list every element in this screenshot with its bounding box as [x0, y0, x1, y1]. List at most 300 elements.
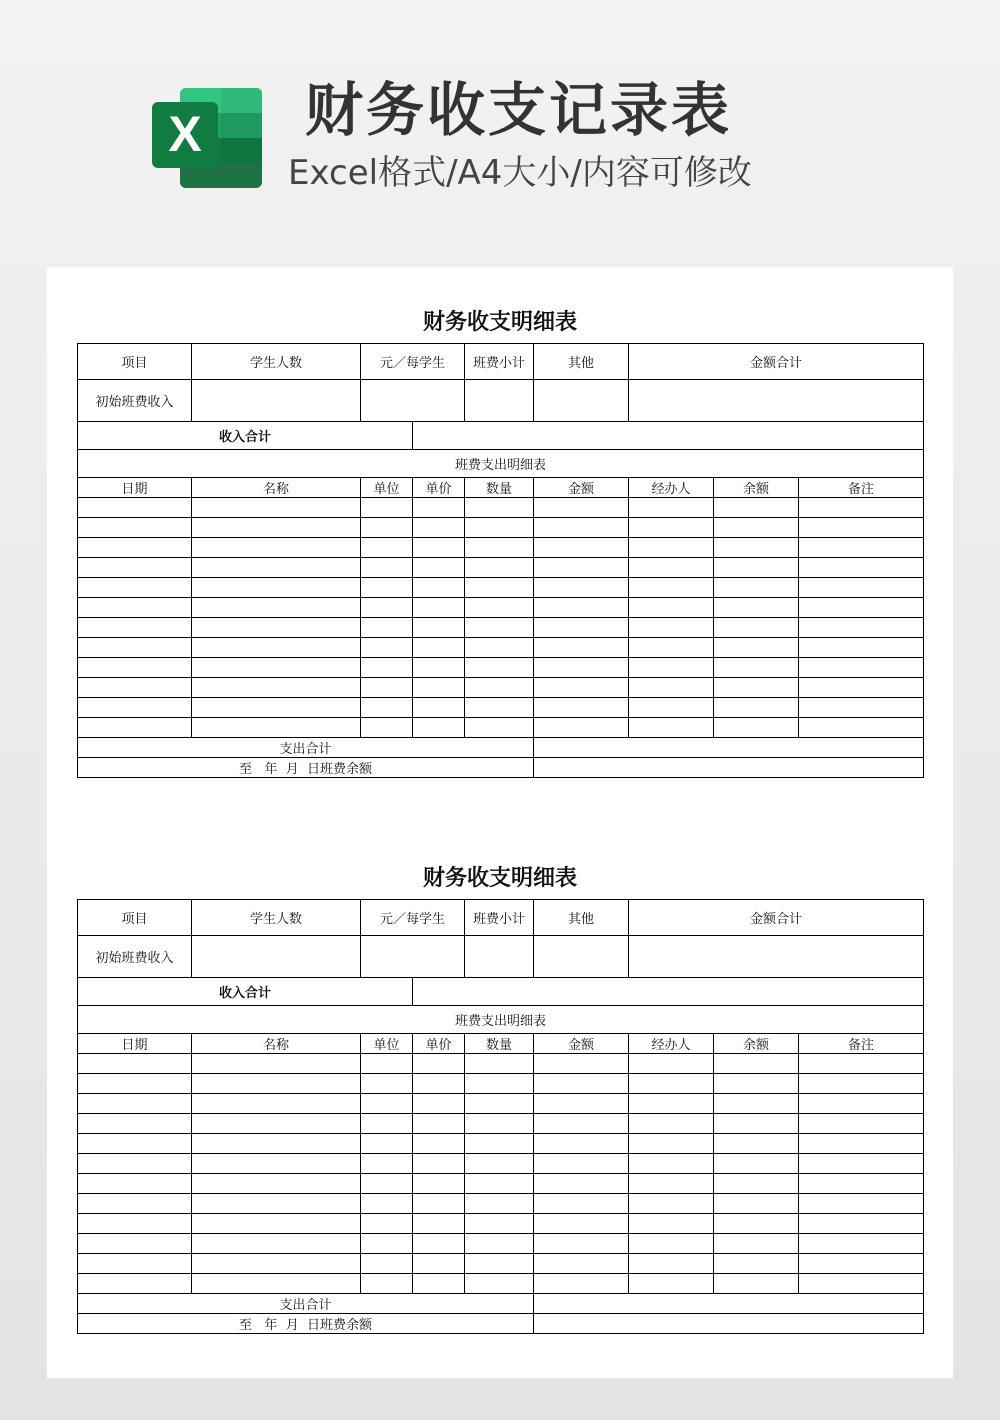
table-cell[interactable] — [534, 698, 629, 718]
expense-header-cell: 日期 — [78, 478, 192, 498]
table-cell[interactable] — [534, 598, 629, 618]
table-cell[interactable] — [465, 518, 534, 538]
table-cell[interactable] — [465, 498, 534, 518]
table-cell[interactable] — [534, 1094, 629, 1114]
table-cell[interactable] — [714, 638, 799, 658]
table-cell[interactable] — [192, 518, 361, 538]
table-cell[interactable] — [714, 1214, 799, 1234]
table-cell[interactable] — [465, 1154, 534, 1174]
table-cell[interactable] — [534, 936, 629, 978]
table-cell[interactable] — [361, 1154, 413, 1174]
page-subtitle: Excel格式/A4大小/内容可修改 — [288, 153, 752, 193]
table-cell[interactable] — [192, 1074, 361, 1094]
table-cell[interactable] — [799, 698, 924, 718]
table-cell[interactable] — [192, 638, 361, 658]
table-cell[interactable] — [799, 1194, 924, 1214]
table-cell[interactable] — [413, 1094, 465, 1114]
table-cell[interactable] — [78, 658, 192, 678]
table-row — [78, 1054, 924, 1074]
table-cell[interactable] — [714, 1094, 799, 1114]
table-cell[interactable] — [629, 718, 714, 738]
table-cell[interactable] — [78, 1134, 192, 1154]
table-cell[interactable] — [413, 518, 465, 538]
table-cell[interactable] — [714, 538, 799, 558]
table-cell[interactable] — [413, 1054, 465, 1074]
ledger-sheet — [77, 303, 923, 778]
table-cell[interactable] — [799, 1154, 924, 1174]
table-cell[interactable] — [413, 1194, 465, 1214]
table-row — [78, 618, 924, 638]
expense-total-value[interactable] — [534, 1294, 924, 1314]
table-row — [78, 658, 924, 678]
table-cell[interactable] — [413, 578, 465, 598]
table-cell[interactable] — [714, 718, 799, 738]
table-cell[interactable] — [629, 1174, 714, 1194]
table-cell[interactable] — [799, 518, 924, 538]
table-cell[interactable] — [192, 1194, 361, 1214]
table-cell[interactable] — [78, 1114, 192, 1134]
table-row — [78, 598, 924, 618]
table-cell[interactable] — [714, 1054, 799, 1074]
table-cell[interactable] — [534, 518, 629, 538]
table-cell[interactable] — [534, 1074, 629, 1094]
table-row — [78, 498, 924, 518]
table-cell[interactable] — [714, 1154, 799, 1174]
table-cell[interactable] — [465, 658, 534, 678]
sheet-title: 财务收支明细表 — [422, 310, 577, 335]
table-cell[interactable] — [714, 558, 799, 578]
table-cell[interactable] — [534, 1174, 629, 1194]
table-cell[interactable] — [465, 1254, 534, 1274]
table-cell[interactable] — [534, 678, 629, 698]
sheet-title: 财务收支明细表 — [422, 866, 577, 891]
table-cell[interactable] — [465, 598, 534, 618]
table-row — [78, 558, 924, 578]
table-cell[interactable] — [629, 638, 714, 658]
table-cell[interactable] — [465, 1074, 534, 1094]
expense-total-row — [78, 738, 924, 758]
expense-header-cell: 数量 — [465, 478, 534, 498]
expense-total-row — [78, 1294, 924, 1314]
table-cell[interactable] — [534, 498, 629, 518]
table-cell[interactable] — [361, 658, 413, 678]
income-header-cell: 班费小计 — [465, 900, 534, 936]
table-cell[interactable] — [799, 658, 924, 678]
balance-label: 至 年 月 日班费余额 — [78, 1314, 534, 1334]
table-cell[interactable] — [465, 558, 534, 578]
table-cell[interactable] — [714, 1114, 799, 1134]
table-cell[interactable] — [192, 380, 361, 422]
table-cell[interactable] — [799, 558, 924, 578]
table-cell[interactable] — [361, 618, 413, 638]
table-cell[interactable] — [192, 936, 361, 978]
table-cell[interactable] — [413, 1134, 465, 1154]
table-cell[interactable] — [78, 498, 192, 518]
table-cell[interactable] — [78, 1174, 192, 1194]
banner — [0, 0, 1000, 260]
table-cell[interactable] — [799, 1074, 924, 1094]
table-cell[interactable] — [361, 598, 413, 618]
table-cell[interactable] — [799, 1214, 924, 1234]
table-cell[interactable] — [534, 1234, 629, 1254]
table-cell[interactable] — [799, 1054, 924, 1074]
table-row — [78, 1114, 924, 1134]
table-cell[interactable] — [78, 598, 192, 618]
table-cell[interactable] — [78, 638, 192, 658]
income-total-row — [78, 978, 924, 1006]
table-cell[interactable] — [714, 1274, 799, 1294]
table-cell[interactable] — [714, 1074, 799, 1094]
table-cell[interactable] — [465, 1234, 534, 1254]
table-cell[interactable] — [361, 1214, 413, 1234]
table-cell[interactable] — [361, 1174, 413, 1194]
table-row — [78, 1234, 924, 1254]
table-cell[interactable] — [465, 1274, 534, 1294]
table-cell[interactable] — [629, 1254, 714, 1274]
table-cell[interactable] — [465, 578, 534, 598]
table-row — [78, 638, 924, 658]
table-cell[interactable] — [413, 638, 465, 658]
table-cell[interactable] — [413, 558, 465, 578]
table-cell[interactable] — [714, 1234, 799, 1254]
table-cell[interactable] — [192, 1134, 361, 1154]
table-cell[interactable] — [361, 638, 413, 658]
table-cell[interactable] — [361, 1114, 413, 1134]
table-cell[interactable] — [413, 498, 465, 518]
table-cell[interactable] — [361, 578, 413, 598]
income-header-cell: 元／每学生 — [361, 344, 465, 380]
table-cell[interactable] — [78, 718, 192, 738]
table-cell[interactable] — [799, 1134, 924, 1154]
initial-income-row — [78, 936, 924, 978]
table-cell[interactable] — [534, 1134, 629, 1154]
table-cell[interactable] — [714, 578, 799, 598]
table-cell[interactable] — [465, 1054, 534, 1074]
table-row — [78, 1154, 924, 1174]
table-cell[interactable] — [714, 1254, 799, 1274]
excel-logo-icon — [152, 86, 264, 190]
table-cell[interactable] — [192, 1054, 361, 1074]
table-cell[interactable] — [361, 1254, 413, 1274]
expense-header-row — [78, 1034, 924, 1054]
table-cell[interactable] — [192, 598, 361, 618]
table-cell[interactable] — [78, 1234, 192, 1254]
table-cell[interactable] — [465, 936, 534, 978]
table-cell[interactable] — [534, 380, 629, 422]
expense-section-row — [78, 1006, 924, 1034]
table-cell[interactable] — [361, 538, 413, 558]
table-cell[interactable] — [629, 1094, 714, 1114]
expense-header-cell: 名称 — [192, 478, 361, 498]
table-cell[interactable] — [361, 1134, 413, 1154]
income-header-cell: 项目 — [78, 900, 192, 936]
table-cell[interactable] — [361, 1234, 413, 1254]
table-cell[interactable] — [192, 1154, 361, 1174]
table-cell[interactable] — [465, 380, 534, 422]
expense-header-row — [78, 478, 924, 498]
table-cell[interactable] — [799, 618, 924, 638]
table-cell[interactable] — [534, 658, 629, 678]
table-cell[interactable] — [78, 1094, 192, 1114]
table-cell[interactable] — [78, 1074, 192, 1094]
table-cell[interactable] — [629, 1074, 714, 1094]
expense-header-cell: 金额 — [534, 478, 629, 498]
table-cell[interactable] — [629, 618, 714, 638]
table-cell[interactable] — [361, 698, 413, 718]
table-cell[interactable] — [465, 718, 534, 738]
table-cell[interactable] — [465, 698, 534, 718]
income-header-row — [78, 344, 924, 380]
table-cell[interactable] — [799, 538, 924, 558]
table-row — [78, 518, 924, 538]
table-cell[interactable] — [192, 678, 361, 698]
table-cell[interactable] — [534, 538, 629, 558]
table-cell[interactable] — [413, 1234, 465, 1254]
balance-value[interactable] — [534, 758, 924, 778]
table-cell[interactable] — [192, 1214, 361, 1234]
table-cell[interactable] — [192, 578, 361, 598]
table-row — [78, 578, 924, 598]
table-cell[interactable] — [714, 1134, 799, 1154]
table-cell[interactable] — [413, 658, 465, 678]
table-cell[interactable] — [799, 498, 924, 518]
balance-value[interactable] — [534, 1314, 924, 1334]
table-cell[interactable] — [78, 1214, 192, 1234]
table-cell[interactable] — [629, 1154, 714, 1174]
table-cell[interactable] — [361, 558, 413, 578]
table-cell[interactable] — [629, 1214, 714, 1234]
table-cell[interactable] — [534, 1214, 629, 1234]
income-header-cell: 其他 — [534, 344, 629, 380]
table-cell[interactable] — [78, 618, 192, 638]
table-cell[interactable] — [629, 658, 714, 678]
table-cell[interactable] — [78, 1254, 192, 1274]
table-cell[interactable] — [629, 498, 714, 518]
income-header-cell: 学生人数 — [192, 344, 361, 380]
table-cell[interactable] — [78, 518, 192, 538]
table-cell[interactable] — [799, 678, 924, 698]
table-cell[interactable] — [361, 498, 413, 518]
table-cell[interactable] — [192, 538, 361, 558]
table-cell[interactable] — [629, 1134, 714, 1154]
table-cell[interactable] — [413, 678, 465, 698]
table-cell[interactable] — [465, 1114, 534, 1134]
table-cell[interactable] — [465, 1174, 534, 1194]
table-cell[interactable] — [413, 598, 465, 618]
table-cell[interactable] — [534, 1194, 629, 1214]
table-cell[interactable] — [629, 678, 714, 698]
table-cell[interactable] — [78, 578, 192, 598]
table-cell[interactable] — [799, 1114, 924, 1134]
ledger-table — [77, 343, 924, 778]
table-row — [78, 1214, 924, 1234]
table-cell[interactable] — [192, 1274, 361, 1294]
initial-income-row — [78, 380, 924, 422]
table-cell[interactable] — [534, 1054, 629, 1074]
table-cell[interactable] — [465, 1094, 534, 1114]
table-cell[interactable] — [465, 618, 534, 638]
table-cell[interactable] — [192, 658, 361, 678]
table-cell[interactable] — [534, 558, 629, 578]
table-cell[interactable] — [361, 718, 413, 738]
table-cell[interactable] — [629, 518, 714, 538]
table-cell[interactable] — [192, 1094, 361, 1114]
table-cell[interactable] — [465, 1134, 534, 1154]
table-cell[interactable] — [534, 1154, 629, 1174]
expense-header-cell: 单价 — [413, 1034, 465, 1054]
table-cell[interactable] — [361, 936, 465, 978]
table-cell[interactable] — [799, 1174, 924, 1194]
income-header-cell: 项目 — [78, 344, 192, 380]
table-cell[interactable] — [465, 1194, 534, 1214]
table-cell[interactable] — [714, 498, 799, 518]
table-cell[interactable] — [629, 936, 924, 978]
expense-header-cell: 余额 — [714, 1034, 799, 1054]
income-header-row — [78, 900, 924, 936]
initial-income-label: 初始班费收入 — [78, 936, 192, 978]
expense-header-cell: 余额 — [714, 478, 799, 498]
income-total-label: 收入合计 — [78, 978, 413, 1006]
expense-total-label: 支出合计 — [78, 1294, 534, 1314]
table-cell[interactable] — [361, 1094, 413, 1114]
expense-header-cell: 经办人 — [629, 478, 714, 498]
expense-header-cell: 单位 — [361, 1034, 413, 1054]
table-cell[interactable] — [413, 1254, 465, 1274]
table-cell[interactable] — [714, 518, 799, 538]
table-cell[interactable] — [361, 1194, 413, 1214]
table-cell[interactable] — [361, 1054, 413, 1074]
table-cell[interactable] — [534, 1274, 629, 1294]
table-cell[interactable] — [192, 1174, 361, 1194]
table-cell[interactable] — [413, 1074, 465, 1094]
table-cell[interactable] — [629, 698, 714, 718]
table-row — [78, 1274, 924, 1294]
table-cell[interactable] — [799, 1254, 924, 1274]
table-row — [78, 1194, 924, 1214]
table-cell[interactable] — [192, 1234, 361, 1254]
table-cell[interactable] — [629, 578, 714, 598]
table-cell[interactable] — [714, 618, 799, 638]
table-cell[interactable] — [629, 380, 924, 422]
table-cell[interactable] — [413, 718, 465, 738]
table-cell[interactable] — [799, 1094, 924, 1114]
table-cell[interactable] — [799, 598, 924, 618]
expense-header-cell: 名称 — [192, 1034, 361, 1054]
table-cell[interactable] — [534, 1254, 629, 1274]
table-cell[interactable] — [629, 598, 714, 618]
table-cell[interactable] — [192, 698, 361, 718]
table-cell[interactable] — [192, 498, 361, 518]
table-cell[interactable] — [192, 1114, 361, 1134]
table-cell[interactable] — [192, 1254, 361, 1274]
expense-header-cell: 单位 — [361, 478, 413, 498]
expense-section-title: 班费支出明细表 — [78, 1006, 924, 1034]
table-cell[interactable] — [78, 1274, 192, 1294]
table-cell[interactable] — [413, 618, 465, 638]
expense-section-title: 班费支出明细表 — [78, 450, 924, 478]
table-cell[interactable] — [465, 638, 534, 658]
table-cell[interactable] — [714, 1194, 799, 1214]
expense-header-cell: 经办人 — [629, 1034, 714, 1054]
table-cell[interactable] — [714, 1174, 799, 1194]
table-cell[interactable] — [78, 558, 192, 578]
table-cell[interactable] — [78, 1154, 192, 1174]
table-cell[interactable] — [413, 1214, 465, 1234]
table-cell[interactable] — [465, 678, 534, 698]
income-total-value[interactable] — [413, 978, 924, 1006]
table-cell[interactable] — [629, 1114, 714, 1134]
table-cell[interactable] — [534, 1114, 629, 1134]
table-cell[interactable] — [78, 698, 192, 718]
table-cell[interactable] — [799, 1274, 924, 1294]
income-header-cell: 元／每学生 — [361, 900, 465, 936]
table-cell[interactable] — [714, 678, 799, 698]
table-row — [78, 1134, 924, 1154]
table-cell[interactable] — [78, 538, 192, 558]
table-cell[interactable] — [629, 1234, 714, 1254]
expense-header-cell: 日期 — [78, 1034, 192, 1054]
table-cell[interactable] — [192, 718, 361, 738]
table-cell[interactable] — [629, 1194, 714, 1214]
table-cell[interactable] — [534, 718, 629, 738]
table-cell[interactable] — [799, 718, 924, 738]
table-cell[interactable] — [413, 1274, 465, 1294]
table-cell[interactable] — [413, 698, 465, 718]
table-cell[interactable] — [192, 558, 361, 578]
table-cell[interactable] — [361, 380, 465, 422]
table-cell[interactable] — [465, 1214, 534, 1234]
table-cell[interactable] — [361, 1074, 413, 1094]
table-cell[interactable] — [534, 638, 629, 658]
table-row — [78, 1254, 924, 1274]
expense-header-cell: 备注 — [799, 1034, 924, 1054]
income-total-value[interactable] — [413, 422, 924, 450]
table-cell[interactable] — [799, 578, 924, 598]
table-cell[interactable] — [465, 538, 534, 558]
table-cell[interactable] — [413, 538, 465, 558]
table-cell[interactable] — [714, 598, 799, 618]
table-cell[interactable] — [799, 638, 924, 658]
table-cell[interactable] — [78, 1194, 192, 1214]
expense-header-cell: 数量 — [465, 1034, 534, 1054]
table-cell[interactable] — [534, 618, 629, 638]
table-cell[interactable] — [714, 658, 799, 678]
table-cell[interactable] — [629, 558, 714, 578]
page-title: 财务收支记录表 — [305, 76, 733, 144]
table-row — [78, 678, 924, 698]
income-header-cell: 金额合计 — [629, 344, 924, 380]
expense-total-value[interactable] — [534, 738, 924, 758]
table-cell[interactable] — [361, 678, 413, 698]
table-cell[interactable] — [78, 678, 192, 698]
table-cell[interactable] — [799, 1234, 924, 1254]
table-cell[interactable] — [629, 1274, 714, 1294]
table-cell[interactable] — [78, 1054, 192, 1074]
ledger-sheet — [77, 859, 923, 1334]
table-cell[interactable] — [534, 578, 629, 598]
table-cell[interactable] — [413, 1114, 465, 1134]
table-cell[interactable] — [629, 1054, 714, 1074]
table-cell[interactable] — [714, 698, 799, 718]
table-cell[interactable] — [361, 518, 413, 538]
income-header-cell: 其他 — [534, 900, 629, 936]
table-cell[interactable] — [192, 618, 361, 638]
table-cell[interactable] — [413, 1174, 465, 1194]
logo-letter: X — [168, 106, 202, 162]
table-cell[interactable] — [413, 1154, 465, 1174]
table-cell[interactable] — [361, 1274, 413, 1294]
table-cell[interactable] — [629, 538, 714, 558]
